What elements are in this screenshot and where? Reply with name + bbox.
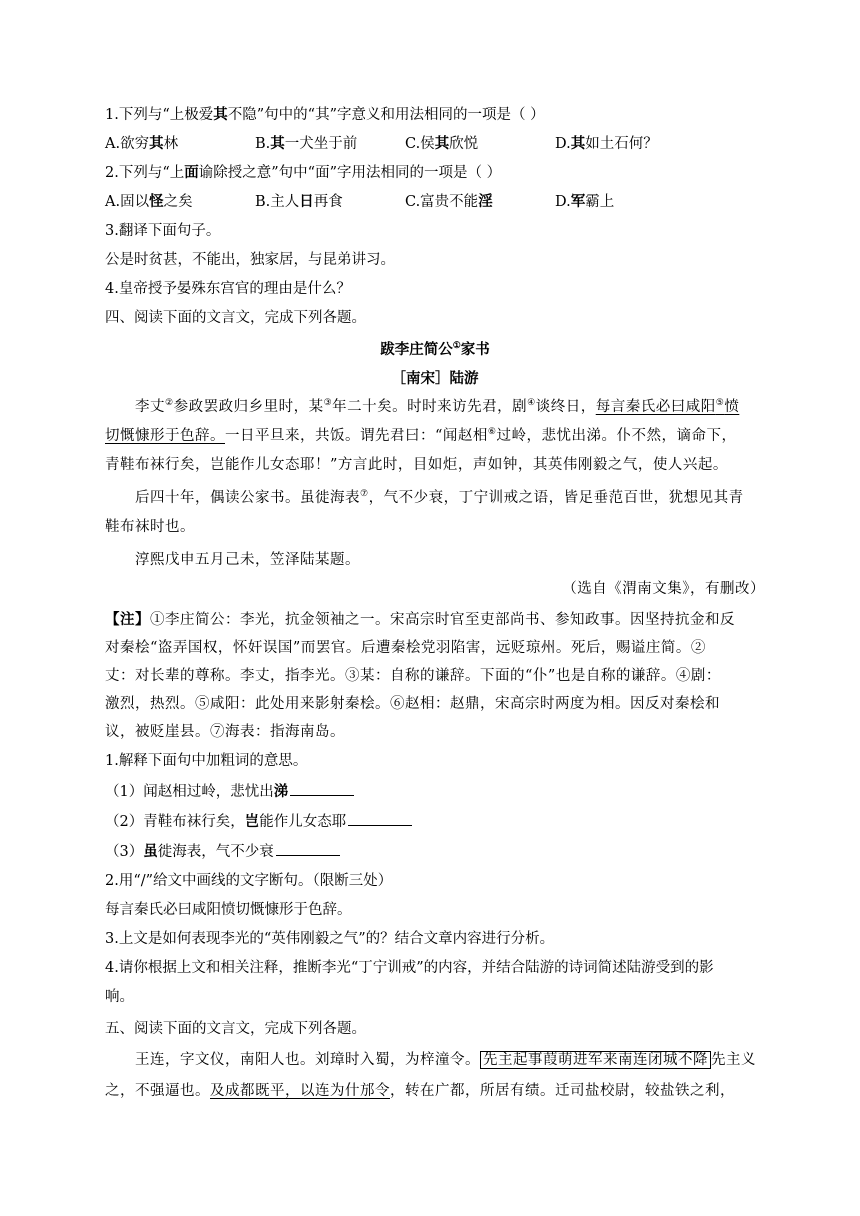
note-line-3: 丈：对长辈的尊称。李丈，指李光。③某：自称的谦辞。下面的“仆”也是自称的谦辞。④剧： — [105, 668, 721, 684]
passage-source: （选自《渭南文集》，有删改） — [562, 581, 765, 597]
passage-title: 跋李庄简公①家书 — [380, 341, 490, 358]
s4-question-4-line-1: 4.请你根据上文和相关注释，推断李光“丁宁训戒”的内容，并结合陆游的诗词简述陆游受到的影 — [105, 960, 714, 976]
underlined-sentence: 每言秦氏必曰咸阳⑤愤 — [595, 398, 740, 415]
section-5-paragraph-line-2: 之，不强逼也。及成都既平，以连为什邡令，转在广都，所居有绩。迁司盐校尉，较盐铁之利， — [105, 1083, 735, 1099]
s4-question-4-line-2: 响。 — [105, 989, 134, 1005]
question-1-stem: 1.下列与“上极爱其不隐”句中的“其”字意义和用法相同的一项是（ ） — [105, 106, 545, 123]
passage-paragraph-1-line-3: 青鞋布袜行矣，岂能作儿女态耶！”方言此时，目如炬，声如钟，其英伟刚毅之气，使人兴起。 — [105, 457, 728, 473]
note-line-5: 议，被贬崖县。⑦海表：指海南岛。 — [105, 724, 345, 740]
question-3-sentence: 公是时贫甚，不能出，独家居，与昆弟讲习。 — [105, 252, 395, 268]
option-a: A.固以怪之矣 — [105, 193, 193, 210]
passage-author: ［南宋］陆游 — [391, 370, 479, 387]
s4-question-1-item-2: （2）青鞋布袜行矣，岂能作儿女态耶 — [105, 811, 765, 832]
s4-question-1-item-3: （3）虽徙海表，气不少衰 — [105, 841, 765, 862]
question-2-options — [105, 192, 765, 212]
note-line-2: 对秦桧“盗弄国权，怀奸误国”而罢官。后遭秦桧党羽陷害，远贬琼州。死后，赐谥庄简。② — [105, 640, 706, 656]
note-line-4: 激烈，热烈。⑤咸阳：此处用来影射秦桧。⑥赵相：赵鼎，宋高宗时两度为相。因反对秦桧和 — [105, 696, 720, 712]
option-b: B.主人日再食 — [255, 193, 343, 210]
passage-paragraph-1-line-2: 切慨慷形于色辞。一日平旦来，共饭。谓先君曰：“闻赵相⑥过岭，悲忧出涕。仆不然，谪命下， — [105, 427, 737, 444]
s4-question-3-stem: 3.上文是如何表现李光的“英伟刚毅之气”的？结合文章内容进行分析。 — [105, 931, 555, 947]
option-d: D.军霸上 — [555, 193, 615, 210]
question-4-stem: 4.皇帝授予晏殊东宫官的理由是什么？ — [105, 281, 351, 297]
note-line-1: 【注】①李庄简公：李光，抗金领袖之一。宋高宗时官至吏部尚书、参知政事。因坚持抗金和反 — [105, 611, 735, 628]
s4-question-2-stem: 2.用“/”给文中画线的文字断句。（限断三处） — [105, 873, 393, 889]
answer-blank[interactable] — [276, 841, 340, 856]
question-3-stem: 3.翻译下面句子。 — [105, 223, 221, 239]
answer-blank[interactable] — [348, 811, 412, 826]
passage-paragraph-2-line-1: 后四十年，偶读公家书。虽徙海表⑦，气不少衰，丁宁训戒之语，皆足垂范百世，犹想见其青 — [135, 489, 744, 506]
boxed-sentence: 先主起事葭萌进军来南连闭城不降 — [480, 1051, 711, 1069]
section-5-heading: 五、阅读下面的文言文，完成下列各题。 — [105, 1021, 366, 1037]
option-c: C.侯其欣悦 — [405, 135, 479, 152]
passage-paragraph-3: 淳熙戊申五月己未，笠泽陆某题。 — [135, 552, 360, 568]
s4-question-1-item-1: （1）闻赵相过岭，悲忧出涕 — [105, 781, 765, 802]
section-5-paragraph-line-1: 王连，字文仪，南阳人也。刘璋时入蜀，为梓潼令。 先主起事葭萌进军来南连闭城不降 先主义 — [135, 1052, 756, 1068]
option-d: D.其如土石何？ — [555, 135, 658, 152]
option-b: B.其一犬坐于前 — [255, 135, 358, 152]
s4-question-1-stem: 1.解释下面句中加粗词的意思。 — [105, 753, 308, 769]
passage-paragraph-1-line-1: 李丈②参政罢政归乡里时，某③年二十矣。时时来访先君，剧④谈终日，每言秦氏必曰咸阳⑤愤 — [135, 398, 740, 415]
option-c: C.富贵不能淫 — [405, 193, 493, 210]
question-2-stem: 2.下列与“上面谕除授之意”句中“面”字用法相同的一项是（ ） — [105, 164, 502, 181]
question-1-options — [105, 134, 765, 154]
s4-question-2-sentence: 每言秦氏必曰咸阳愤切慨慷形于色辞。 — [105, 902, 352, 918]
option-a: A.欲穷其林 — [105, 135, 179, 152]
answer-blank[interactable] — [290, 781, 354, 796]
section-4-heading: 四、阅读下面的文言文，完成下列各题。 — [105, 310, 366, 326]
underlined-sentence: 及成都既平，以连为什邡令 — [210, 1083, 390, 1099]
passage-paragraph-2-line-2: 鞋布袜时也。 — [105, 519, 195, 535]
